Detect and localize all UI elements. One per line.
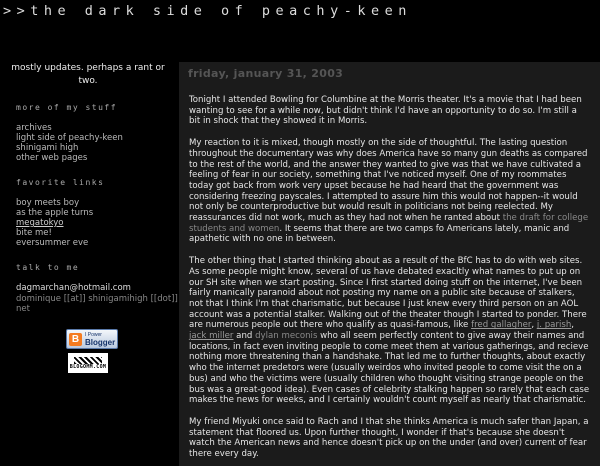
post-date: friday, january 31, 2003 bbox=[188, 67, 344, 80]
obfuscated-email: dominique [[at]] shinigamihigh [[dot]] net bbox=[16, 294, 178, 314]
paragraph-2-end: . It seems that there are two camps fo Americans lately, manic and apathetic with no one in between. bbox=[189, 223, 570, 245]
link-draft[interactable]: the draft for college students and women bbox=[189, 213, 589, 234]
paragraph-3: The other thing that I started thinking about as a result of the BfC has to do with web sites. As some people might know, several of us have debated exacltly what names to put up on our SH site when we start posting. Since I first started doing stuff on the internet, I've been fairly manically paranoid about not posting my name on a public site because of stalkers, not that I think I'm that charismatic, but because I just knew every third person on an AOL account was a potential stalker. Walking out of the theater though I started to ponder. There are numerous people out there who qualify as quasi-famous, like fred gallagher, j. parish, jack miller and dylan meconis who all seem perfectly content to give away their names and locations, in fact even inviting people to come meet them at various gatherings, and recieve nothing more threatening than a handshake. That led me to further thoughts, about exactly who the internet predetors were (usually weirdos who invited people to come visit the on a bus) and who the victims were (usually children who thought visiting strange people on the bus was a great-good idea). Even cases of celebrity stalking happen so rarely that each case makes the news for weeks, and I certainly wouldn't count myself as nearly that charismatic. bbox=[189, 256, 590, 406]
blogger-badge-big: Blogger bbox=[85, 338, 116, 347]
talk-to-me-heading: talk to me bbox=[16, 263, 80, 272]
link-light-side[interactable]: light side of peachy-keen bbox=[16, 133, 123, 143]
link-fred-gallagher[interactable]: fred gallagher bbox=[471, 320, 532, 331]
link-as-the-apple-turns[interactable]: as the apple turns bbox=[16, 208, 94, 218]
blogger-badge-small: I Power bbox=[85, 332, 102, 338]
contact-block bbox=[16, 283, 178, 314]
more-stuff-heading: more of my stuff bbox=[16, 103, 118, 112]
paragraph-4: My friend Miyuki once said to Rach and I that she thinks America is much safer than Japan, a statement that floored us. Upon further thought, I wonder if that's because she doesn't watch the American news and hence doesn't pick up on the under (and over) current of fear there every day. bbox=[189, 416, 589, 460]
link-dylan-meconis[interactable]: dylan meconis bbox=[255, 331, 318, 342]
site-title: >>the dark side of peachy-keen bbox=[3, 3, 412, 19]
sidebar bbox=[0, 62, 178, 373]
main-content bbox=[179, 62, 600, 466]
link-megatokyo[interactable]: megatokyo bbox=[16, 218, 64, 228]
favorite-links-list bbox=[16, 198, 178, 248]
link-shinigami-high[interactable]: shinigami high bbox=[16, 143, 79, 153]
post-body bbox=[189, 95, 590, 460]
link-eversummer-eve[interactable]: eversummer eve bbox=[16, 238, 89, 248]
blogomm-logo-icon bbox=[74, 357, 102, 364]
paragraph-1: Tonight I attended Bowling for Columbine at the Morris theater. It's a movie that I had been wanting to see for a while now, but didn't think I'd have an opportunity to do so. I'm still a bit in shock that they showed it in Morris. bbox=[189, 95, 582, 127]
blogger-b-icon: B bbox=[69, 333, 82, 346]
link-other-web-pages[interactable]: other web pages bbox=[16, 153, 88, 163]
paragraph-2 bbox=[189, 138, 590, 245]
favorite-links-heading: favorite links bbox=[16, 178, 105, 187]
link-bite-me[interactable]: bite me! bbox=[16, 228, 52, 238]
link-archives[interactable]: archives bbox=[16, 123, 52, 133]
blogger-badge[interactable] bbox=[66, 329, 118, 349]
link-j-parish[interactable]: j. parish bbox=[536, 320, 572, 331]
tagline: mostly updates. perhaps a rant or two. bbox=[11, 63, 165, 86]
link-jack-miller[interactable]: jack miller bbox=[189, 331, 234, 342]
email-link[interactable]: dagmarchan@hotmail.com bbox=[16, 283, 131, 293]
blogomm-badge[interactable] bbox=[68, 353, 108, 373]
paragraph-2-text: My reaction to it is mixed, though mostly on the side of thoughtful. The lasting question throughout the documentary was why does America have so many gun deaths as compared to the rest of the world, and the answer they wanted to give was that we have cultivated a feeling of fear in our society, something that I've noticed myself. One of my roommates today got back from work very upset because he had heard that the government was considering freezing payscales. I attempted to assure him this would not happen--it would not only be counterproductive but would result in politicians not being reelected. My reassurances did not work, much as they had not when he ranted about bbox=[189, 138, 588, 224]
paragraph-3-text: The other thing that I started thinking about as a result of the BfC has to do with web sites. As some people might know, several of us have debated exacltly what names to put up on our SH site when we start posting. Since I first started doing stuff on the internet, I've been fairly manically paranoid about not posting my name on a public site because of stalkers, not that I think I'm that charismatic, but because I just knew every third person on an AOL account was a potential stalker. Walking out of the theater though I started to ponder. There are numerous people out there who qualify as quasi-famous, like bbox=[189, 256, 587, 331]
paragraph-3-end: who all seem perfectly content to give away their names and locations, in fact even inviting people to come meet them at various gatherings, and recieve nothing more threatening than a handshake. That led me to further thoughts, about exactly who the internet predetors were (usually weirdos who invited people to come visit the on a bus) and who the victims were (usually children who thought visiting strange people on the bus was a great-good idea). Even cases of celebrity stalking happen so rarely that each case makes the news for weeks, and I certainly wouldn't count myself as nearly that charismatic. bbox=[189, 331, 590, 406]
link-boy-meets-boy[interactable]: boy meets boy bbox=[16, 198, 80, 208]
blogomm-label: BLOGOMM.COM bbox=[69, 363, 107, 370]
more-stuff-list bbox=[16, 123, 178, 163]
